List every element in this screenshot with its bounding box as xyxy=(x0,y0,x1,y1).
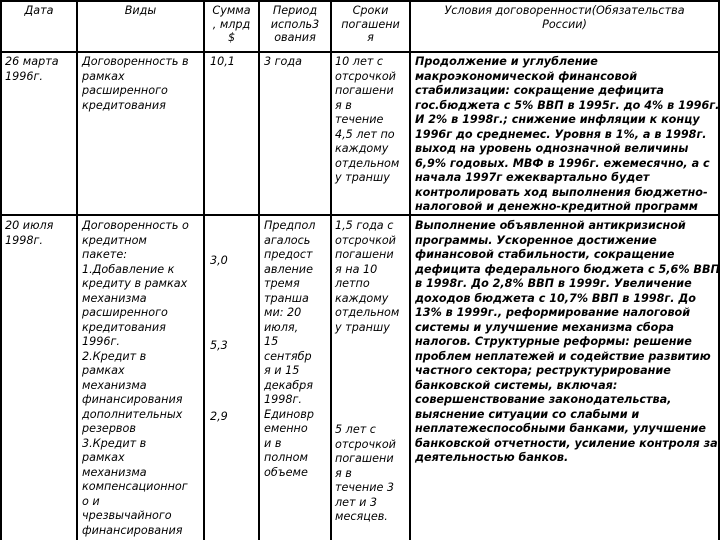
row2-terms-1: 1,5 года с отсрочкой погашени я на 10 летпо каждому отдельном у траншу xyxy=(335,219,400,334)
row2-conditions: Выполнение объявленной антикризисной программы. Ускоренное достижение финансовой стабильности, сокращение дефицита федерального бюджета с 5,6% ВВП в 1998г. До 2,8% ВВП в 1999г. Увеличение доходов бюджета с 10,7% ВВП в 1998г. До 13% в 1999г., реформирование налоговой системы и улучшение механизма сбора налогов. Структурные реформы: решение проблем неплатежей и содействие развитию частного сектора; реструктурирование банковской системы, включая: совершенствование законодательства, выяснение ситуации со слабыми и неплатежеспособными банками, улучшение банковской отчетности, усиление контроля за деятельностью банков. xyxy=(415,219,720,464)
col-divider-2 xyxy=(203,0,205,540)
col-divider-4 xyxy=(330,0,332,540)
row1-conditions: Продолжение и углубление макроэкономической финансовой стабилизации: сокращение дефицита гос.бюджета с 5% ВВП в 1995г. до 4% в 1996г. И 2% в 1998г.; снижение инфляции к концу 1996г до среднемес. Уровня в 1%, а в 1998г. выход на уровень однозначной величины 6,9% годовых. МВФ в 1996г. ежемесячно, а с начала 1997г ежеквартально будет контролировать ход выполнения бюджетно- налоговой и денежно-кредитной программ xyxy=(415,55,720,213)
row2-amount-3: 2,9 xyxy=(210,410,228,423)
row-divider-top xyxy=(0,0,720,2)
header-types: Виды xyxy=(124,4,157,17)
row2-amount-2: 5,3 xyxy=(210,339,228,352)
row1-types: Договоренность в рамках расширенного кредитования xyxy=(82,55,189,112)
header-period: Период исполь3 ования xyxy=(270,4,320,44)
row2-amount-1: 3,0 xyxy=(210,254,228,267)
col-divider-5 xyxy=(409,0,411,540)
header-amount: Сумма , млрд $ xyxy=(212,4,251,44)
header-terms: Сроки погашени я xyxy=(341,4,400,44)
row2-date: 20 июля 1998г. xyxy=(5,219,54,247)
row-divider-header xyxy=(0,51,720,53)
col-divider-1 xyxy=(76,0,78,540)
row2-period: Предпол агалось предост авление тремя транша ми: 20 июля, 15 сентябр я и 15 декабря 1998г. Единовр еменно и в полном объеме xyxy=(264,219,316,479)
row1-terms: 10 лет с отсрочкой погашени я в течение 4,5 лет по каждому отдельном у траншу xyxy=(335,55,400,184)
col-divider-0 xyxy=(0,0,2,540)
row2-terms-2: 5 лет с отсрочкой погашени я в течение 3 лет и 3 месяцев. xyxy=(335,423,396,523)
row2-types: Договоренность о кредитном пакете: 1.Добавление к кредиту в рамках механизма расширенного кредитования 1996г. 2.Кредит в рамках механизма финансирования дополнительных резервов 3.Кредит в рамках механизма компенсационног о и чрезвычайного финансирования xyxy=(82,219,189,537)
row1-period: 3 года xyxy=(264,55,302,68)
row1-amount: 10,1 xyxy=(210,55,235,68)
col-divider-3 xyxy=(258,0,260,540)
row1-date: 26 марта 1996г. xyxy=(5,55,59,83)
header-date: Дата xyxy=(24,4,54,17)
header-conditions: Условия договоренности(Обязательства России) xyxy=(444,4,685,31)
